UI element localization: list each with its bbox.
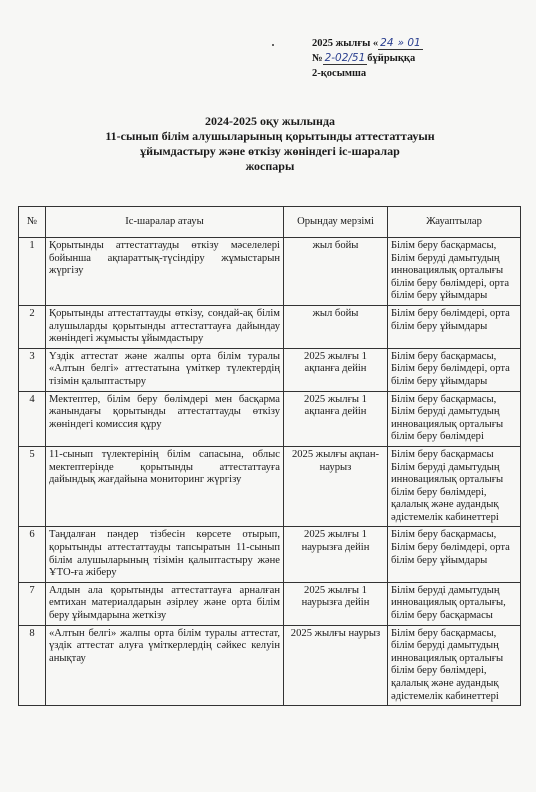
handwritten-month: » 01: [397, 37, 421, 49]
row-action: Қорытынды аттестаттауды өткізу, сондай-ақ білім алушыларды қорытынды аттестаттауға дайындау жөніндегі жұмысты ұйымдастыру: [46, 305, 284, 348]
title-line-1: 2024-2025 оқу жылында: [204, 114, 336, 128]
action-plan-table: [18, 206, 521, 706]
order-date-line: [312, 36, 423, 51]
order-number-suffix: бұйрыққа: [367, 53, 416, 64]
order-number-line: [312, 51, 423, 66]
table-row: [19, 305, 521, 348]
row-deadline: 2025 жылғы наурыз: [284, 625, 388, 706]
row-responsible: Білім беру басқармасы, Білім беру бөлімдері, орта білім беру ұйымдары: [388, 527, 521, 582]
row-action: Мектептер, білім беру бөлімдері мен басқарма жанындағы қорытынды аттестаттауды өткізу жөніндегі комиссия құру: [46, 391, 284, 446]
handwritten-day: 24: [380, 37, 394, 49]
header-num: №: [19, 207, 46, 238]
row-responsible: Білім беру бөлімдері, орта білім беру ұйымдары: [388, 305, 521, 348]
table-row: [19, 238, 521, 306]
row-action: Үздік аттестат және жалпы орта білім туралы «Алтын белгі» аттестатына үміткер түлектердің тізімін қалыптастыру: [46, 348, 284, 391]
document-title: [40, 114, 500, 174]
row-deadline: 2025 жылғы 1 наурызға дейін: [284, 582, 388, 625]
row-deadline: 2025 жылғы 1 наурызға дейін: [284, 527, 388, 582]
row-deadline: 2025 жылғы ақпан-наурыз: [284, 446, 388, 527]
row-action: «Алтын белгі» жалпы орта білім туралы аттестат, үздік аттестат алуға үміткерлердің сәйкес келуін анықтау: [46, 625, 284, 706]
table-header-row: [19, 207, 521, 238]
row-responsible: Білім беруді дамытудың инновациялық орталығы, білім беру басқармасы: [388, 582, 521, 625]
table-row: [19, 446, 521, 527]
table-row: [19, 625, 521, 706]
row-action: Таңдалған пәндер тізбесін көрсете отырып, қорытынды аттестаттауды тапсыратын 11-сынып білім алушыларының тізімін қалыптастыру және ҰТО-ға жіберу: [46, 527, 284, 582]
row-action: 11-сынып түлектерінің білім сапасына, облыс мектептерінде қорытынды аттестаттауға дайындық жағдайына мониторинг жүргізу: [46, 446, 284, 527]
row-responsible: Білім беру басқармасы, Білім беруді дамытудың инновациялық орталығы білім беру бөлімдері, орта білім беру ұйымдары: [388, 238, 521, 306]
row-number: 1: [19, 238, 46, 306]
title-line-4: жоспары: [245, 159, 295, 173]
row-responsible: Білім беру басқармасы, Білім беруді дамытудың инновациялық орталығы білім беру бөлімдері: [388, 391, 521, 446]
table-row: [19, 391, 521, 446]
row-responsible: Білім беру басқармасы, білім беруді дамытудың инновациялық орталығы білім беру бөлімдері, қалалық және аудандық әдістемелік кабинеттері: [388, 625, 521, 706]
row-responsible: Білім беру басқармасы, Білім беру бөлімдері, орта білім беру ұйымдары: [388, 348, 521, 391]
table-row: [19, 582, 521, 625]
row-responsible: Білім беру басқармасы Білім беруді дамытудың инновациялық орталығы білім беру бөлімдері, қалалық және аудандық әдістемелік кабинеттері: [388, 446, 521, 527]
order-date-prefix: 2025 жылғы «: [312, 38, 379, 49]
row-action: Алдын ала қорытынды аттестаттауға арналған емтихан материалдарын әзірлеу және орта білім беру ұйымдарына жеткізу: [46, 582, 284, 625]
appendix-label: 2-қосымша: [312, 68, 367, 79]
row-action: Қорытынды аттестаттауды өткізу мәселелері бойынша ақпараттық-түсіндіру жұмыстарын жүргізу: [46, 238, 284, 306]
row-number: 2: [19, 305, 46, 348]
handwritten-order-number: 2-02/51: [324, 52, 366, 64]
header-deadline: Орындау мерзімі: [284, 207, 388, 238]
row-number: 3: [19, 348, 46, 391]
scan-dot: [272, 44, 274, 46]
title-line-3: ұйымдастыру және өткізу жөніндегі іс-шаралар: [140, 144, 400, 158]
row-number: 6: [19, 527, 46, 582]
row-number: 8: [19, 625, 46, 706]
row-deadline: жыл бойы: [284, 238, 388, 306]
appendix-header: [312, 36, 423, 81]
row-deadline: 2025 жылғы 1 ақпанға дейін: [284, 391, 388, 446]
title-line-2: 11-сынып білім алушыларының қорытынды аттестаттауын: [105, 129, 435, 143]
row-number: 7: [19, 582, 46, 625]
row-number: 4: [19, 391, 46, 446]
header-action: Іс-шаралар атауы: [46, 207, 284, 238]
order-number-prefix: №: [312, 53, 323, 64]
row-number: 5: [19, 446, 46, 527]
table-row: [19, 527, 521, 582]
table-row: [19, 348, 521, 391]
row-deadline: 2025 жылғы 1 ақпанға дейін: [284, 348, 388, 391]
row-deadline: жыл бойы: [284, 305, 388, 348]
header-responsible: Жауаптылар: [388, 207, 521, 238]
table-body: [19, 238, 521, 706]
